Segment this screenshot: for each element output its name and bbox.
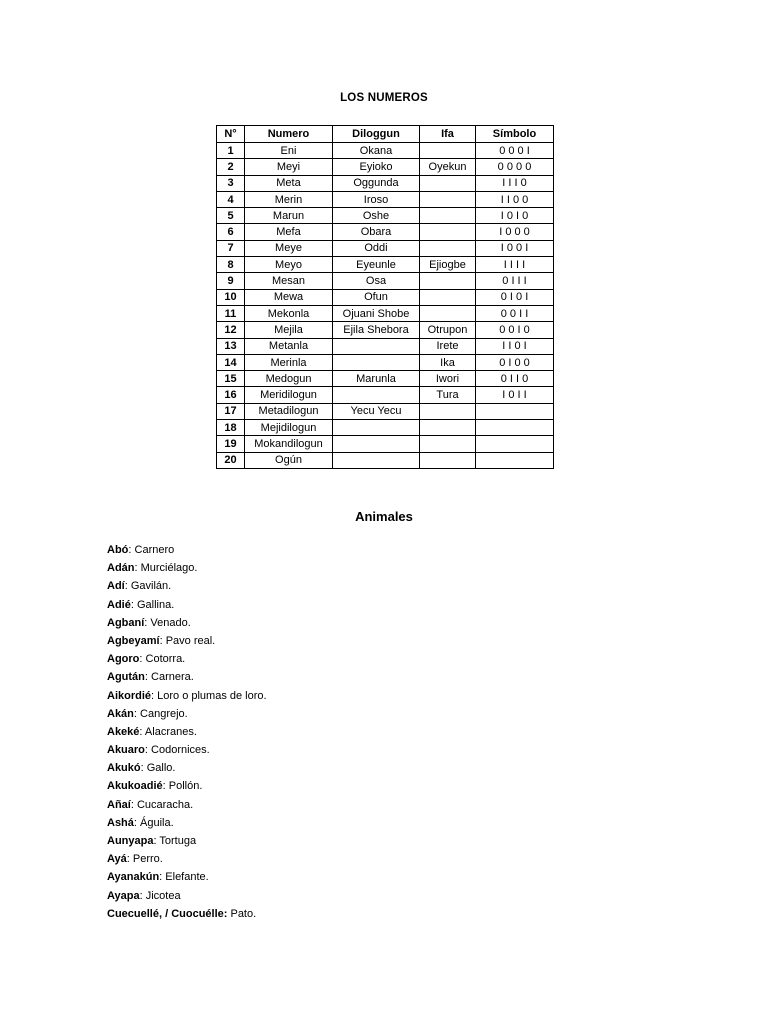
column-header-simbolo: Símbolo [476,126,554,143]
list-item [107,796,267,814]
cell-simbolo: I 0 I I [476,387,554,403]
list-item [107,687,267,705]
cell-ifa [420,289,476,305]
numbers-table [216,125,554,469]
animal-term: Akuaro [107,744,145,757]
cell-simbolo: I 0 0 I [476,240,554,256]
animal-term: Akukoadié [107,780,163,793]
cell-ifa [420,305,476,321]
cell-ifa: Iwori [420,371,476,387]
table-row [217,403,554,419]
cell-numero: Eni [245,143,333,159]
list-item [107,577,267,595]
list-item [107,650,267,668]
list-item [107,668,267,686]
cell-simbolo: I I I 0 [476,175,554,191]
cell-numero: Meye [245,240,333,256]
cell-numero: Marun [245,208,333,224]
animal-term: Cuecuellé, / Cuocuélle: [107,907,228,920]
list-item [107,596,267,614]
table-row [217,420,554,436]
cell-diloggun: Obara [333,224,420,240]
animal-term: Adí [107,580,125,593]
list-item [107,832,267,850]
table-row [217,322,554,338]
table-row [217,305,554,321]
table-header-row [217,126,554,143]
cell-simbolo: 0 0 0 I [476,143,554,159]
cell-numero: Mokandilogun [245,436,333,452]
animal-meaning: : Perro. [126,853,163,866]
cell-ifa: Irete [420,338,476,354]
cell-simbolo [476,436,554,452]
cell-number: 16 [217,387,245,403]
animal-meaning: : Pavo real. [159,634,216,647]
cell-simbolo: 0 I 0 I [476,289,554,305]
cell-number: 9 [217,273,245,289]
cell-numero: Meyi [245,159,333,175]
page-title: LOS NUMEROS [340,92,428,104]
cell-number: 11 [217,305,245,321]
animal-term: Añaí [107,798,131,811]
cell-simbolo: I I I I [476,257,554,273]
cell-simbolo: 0 I 0 0 [476,354,554,370]
cell-numero: Mewa [245,289,333,305]
animal-meaning: : Loro o plumas de loro. [151,689,267,702]
cell-diloggun: Ojuani Shobe [333,305,420,321]
cell-simbolo [476,452,554,468]
cell-ifa [420,403,476,419]
cell-diloggun: Iroso [333,191,420,207]
table-row [217,175,554,191]
cell-diloggun [333,338,420,354]
animal-meaning: : Jicotea [139,889,181,902]
animal-meaning: Pato. [227,907,257,920]
table-row [217,452,554,468]
animal-meaning: : Gallo. [140,762,176,775]
list-item [107,559,267,577]
table-row [217,224,554,240]
cell-ifa [420,224,476,240]
table-row [217,289,554,305]
animal-meaning: : Cucaracha. [130,798,194,811]
cell-ifa [420,273,476,289]
animal-meaning: : Gallina. [130,598,175,611]
list-item [107,632,267,650]
animal-term: Ayanakún [107,871,160,884]
cell-numero: Mefa [245,224,333,240]
cell-numero: Metadilogun [245,403,333,419]
animal-term: Adán [107,562,135,575]
cell-ifa [420,208,476,224]
table-row [217,354,554,370]
cell-numero: Metanla [245,338,333,354]
animal-meaning: : Codornices. [144,744,210,757]
cell-numero: Medogun [245,371,333,387]
cell-diloggun: Eyeunle [333,257,420,273]
cell-diloggun [333,354,420,370]
animal-meaning: : Venado. [144,616,191,629]
animal-term: Akukó [107,762,141,775]
animal-meaning: : Pollón. [162,780,203,793]
animal-term: Agbaní [107,616,145,629]
list-item [107,741,267,759]
animal-term: Akán [107,707,134,720]
cell-ifa: Tura [420,387,476,403]
cell-numero: Merin [245,191,333,207]
column-header-numero: Numero [245,126,333,143]
column-header-ifa: Ifa [420,126,476,143]
animal-meaning: : Gavilán. [124,580,172,593]
table-body [217,143,554,469]
table-row [217,273,554,289]
cell-ifa: Otrupon [420,322,476,338]
animal-term: Adié [107,598,131,611]
cell-numero: Ogún [245,452,333,468]
table-row [217,371,554,387]
animal-term: Agután [107,671,145,684]
animal-term: Agbeyamí [107,634,160,647]
cell-ifa [420,175,476,191]
cell-diloggun: Oggunda [333,175,420,191]
cell-diloggun: Oddi [333,240,420,256]
table-row [217,436,554,452]
animal-meaning: : Tortuga [153,835,197,847]
list-item [107,723,267,741]
list-item [107,614,267,632]
list-item [107,777,267,795]
animal-term: Akeké [107,725,140,738]
cell-diloggun: Ejila Shebora [333,322,420,338]
cell-number: 1 [217,143,245,159]
cell-diloggun: Ofun [333,289,420,305]
cell-diloggun: Marunla [333,371,420,387]
cell-ifa [420,436,476,452]
animal-meaning: : Cangrejo. [133,707,188,720]
list-item [107,759,267,777]
list-item [107,868,267,886]
column-header-number: N° [217,126,245,143]
cell-number: 15 [217,371,245,387]
cell-numero: Mekonla [245,305,333,321]
table-row [217,143,554,159]
table-row [217,257,554,273]
cell-simbolo: 0 0 0 0 [476,159,554,175]
cell-ifa: Ejiogbe [420,257,476,273]
cell-diloggun [333,452,420,468]
cell-simbolo [476,420,554,436]
cell-number: 7 [217,240,245,256]
cell-diloggun: Eyioko [333,159,420,175]
list-item [107,814,267,832]
cell-numero: Meridilogun [245,387,333,403]
table-row [217,191,554,207]
animal-term: Agoro [107,653,140,666]
cell-diloggun: Okana [333,143,420,159]
table-row [217,338,554,354]
cell-ifa [420,420,476,436]
animal-term: Abó [107,544,129,556]
animal-term: Aunyapa [107,835,154,847]
cell-number: 2 [217,159,245,175]
cell-numero: Meta [245,175,333,191]
animal-list [107,541,267,923]
cell-diloggun: Osa [333,273,420,289]
cell-ifa: Oyekun [420,159,476,175]
cell-number: 8 [217,257,245,273]
cell-number: 18 [217,420,245,436]
cell-numero: Mejidilogun [245,420,333,436]
cell-number: 5 [217,208,245,224]
cell-simbolo: 0 I I I [476,273,554,289]
animal-meaning: : Elefante. [159,871,209,884]
animal-term: Ayá [107,853,127,866]
cell-numero: Meyo [245,257,333,273]
table-row [217,208,554,224]
cell-simbolo: I I 0 0 [476,191,554,207]
cell-diloggun [333,420,420,436]
cell-number: 19 [217,436,245,452]
cell-number: 10 [217,289,245,305]
cell-diloggun [333,387,420,403]
cell-diloggun: Yecu Yecu [333,403,420,419]
animal-term: Aikordié [107,689,152,702]
table-row [217,159,554,175]
animal-meaning: : Cotorra. [139,653,186,666]
cell-ifa [420,191,476,207]
cell-number: 17 [217,403,245,419]
cell-numero: Mesan [245,273,333,289]
table-row [217,387,554,403]
cell-numero: Merinla [245,354,333,370]
cell-numero: Mejila [245,322,333,338]
cell-number: 6 [217,224,245,240]
cell-number: 12 [217,322,245,338]
cell-simbolo: I 0 I 0 [476,208,554,224]
cell-number: 20 [217,452,245,468]
animal-meaning: : Carnero [128,544,175,556]
cell-ifa [420,240,476,256]
cell-number: 14 [217,354,245,370]
cell-number: 4 [217,191,245,207]
cell-simbolo: 0 0 I I [476,305,554,321]
cell-simbolo [476,403,554,419]
animal-meaning: : Murciélago. [134,562,198,575]
cell-diloggun [333,436,420,452]
cell-simbolo: 0 0 I 0 [476,322,554,338]
cell-ifa [420,452,476,468]
section-title-animales: Animales [355,509,413,524]
cell-simbolo: 0 I I 0 [476,371,554,387]
cell-number: 3 [217,175,245,191]
cell-diloggun: Oshe [333,208,420,224]
list-item [107,541,267,559]
list-item [107,705,267,723]
animal-term: Ayapa [107,889,140,902]
cell-simbolo: I I 0 I [476,338,554,354]
list-item [107,905,267,923]
cell-number: 13 [217,338,245,354]
cell-simbolo: I 0 0 0 [476,224,554,240]
table-row [217,240,554,256]
list-item [107,850,267,868]
animal-meaning: : Águila. [133,816,174,829]
cell-ifa [420,143,476,159]
animal-meaning: : Alacranes. [139,725,197,738]
list-item [107,887,267,905]
animal-meaning: : Carnera. [144,671,194,684]
animal-term: Ashá [107,816,134,829]
cell-ifa: Ika [420,354,476,370]
column-header-diloggun: Diloggun [333,126,420,143]
